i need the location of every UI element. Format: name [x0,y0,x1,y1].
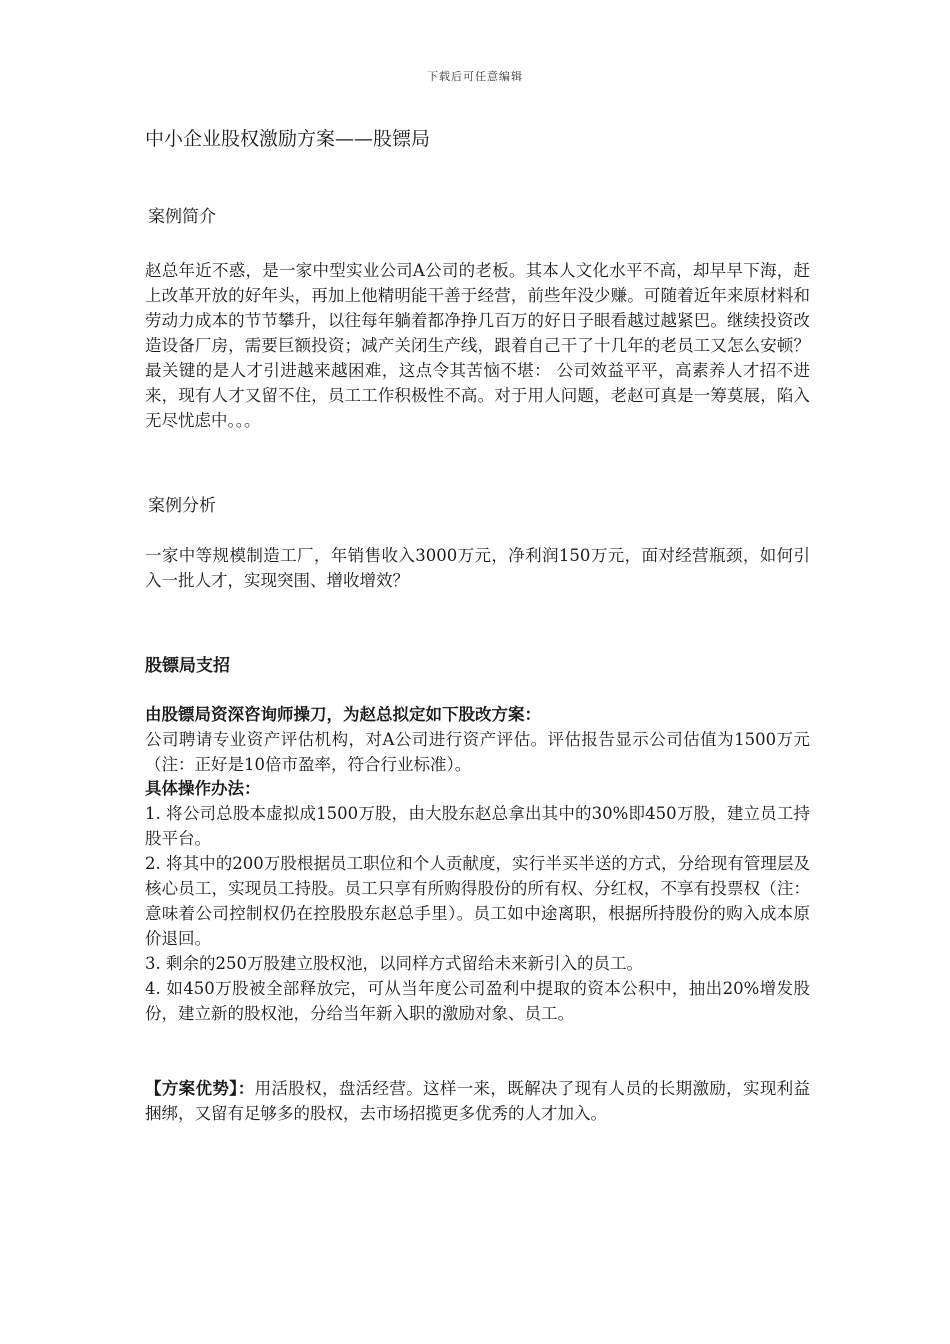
case-analysis-body: 一家中等规模制造工厂，年销售收入3000万元，净利润150万元，面对经营瓶颈，如何引入一批人才，实现突围、增收增效？ [145,546,810,590]
advantage-label: 【方案优势】： [145,1079,255,1098]
document-content [145,124,810,1126]
step-4: 4. 如450万股被全部释放完，可从当年度公司盈利中提取的资本公积中，抽出20%增发股份，建立新的股权池，分给当年新入职的激励对象、员工。 [145,979,810,1023]
step-2: 2. 将其中的200万股根据员工职位和个人贡献度，实行半买半送的方式，分给现有管理层及核心员工，实现员工持股。员工只享有所购得股份的所有权、分红权，不享有投票权（注：意味着公司控制权仍在控股股东赵总手里）。员工如中途离职，根据所持股份的购入成本原价退回。 [145,854,810,948]
advantage-body: 用活股权，盘活经营。这样一来，既解决了现有人员的长期激励，实现利益捆绑，又留有足够多的股权，去市场招揽更多优秀的人才加入。 [145,1079,811,1123]
header-note: 下载后可任意编辑 [427,70,523,83]
case-intro-heading: 案例简介 [148,207,216,227]
solution-valuation: 公司聘请专业资产评估机构，对A公司进行资产评估。评估报告显示公司估值为1500万元（注：正好是10倍市盈率，符合行业标准）。 [145,730,810,774]
case-analysis-heading: 案例分析 [148,496,216,516]
solution-lead: 由股镖局资深咨询师操刀，为赵总拟定如下股改方案： [145,705,541,724]
step-3: 3. 剩余的250万股建立股权池，以同样方式留给未来新引入的员工。 [145,954,643,973]
step-1: 1. 将公司总股本虚拟成1500万股，由大股东赵总拿出其中的30%即450万股，建立员工持股平台。 [145,804,810,848]
case-intro-body: 赵总年近不惑，是一家中型实业公司A公司的老板。其本人文化水平不高，却早早下海，赶上改革开放的好年头，再加上他精明能干善于经营，前些年没少赚。可随着近年来原材料和劳动力成本的节节攀升，以往每年躺着都净挣几百万的好日子眼看越过越紧巴。继续投资改造设备厂房，需要巨额投资；减产关闭生产线，跟着自己干了十几年的老员工又怎么安顿？最关键的是人才引进越来越困难，这点令其苦恼不堪： 公司效益平平，高素养人才招不进来，现有人才又留不住，员工工作积极性不高。对于用人问题，老赵可真是一筹莫展，陷入无尽忧虑中。。。 [145,261,810,430]
advantage-paragraph [145,1076,810,1126]
document-title: 中小企业股权激励方案——股镖局 [145,128,431,150]
method-heading: 具体操作办法： [145,779,261,798]
solution-heading: 股镖局支招 [145,656,230,676]
